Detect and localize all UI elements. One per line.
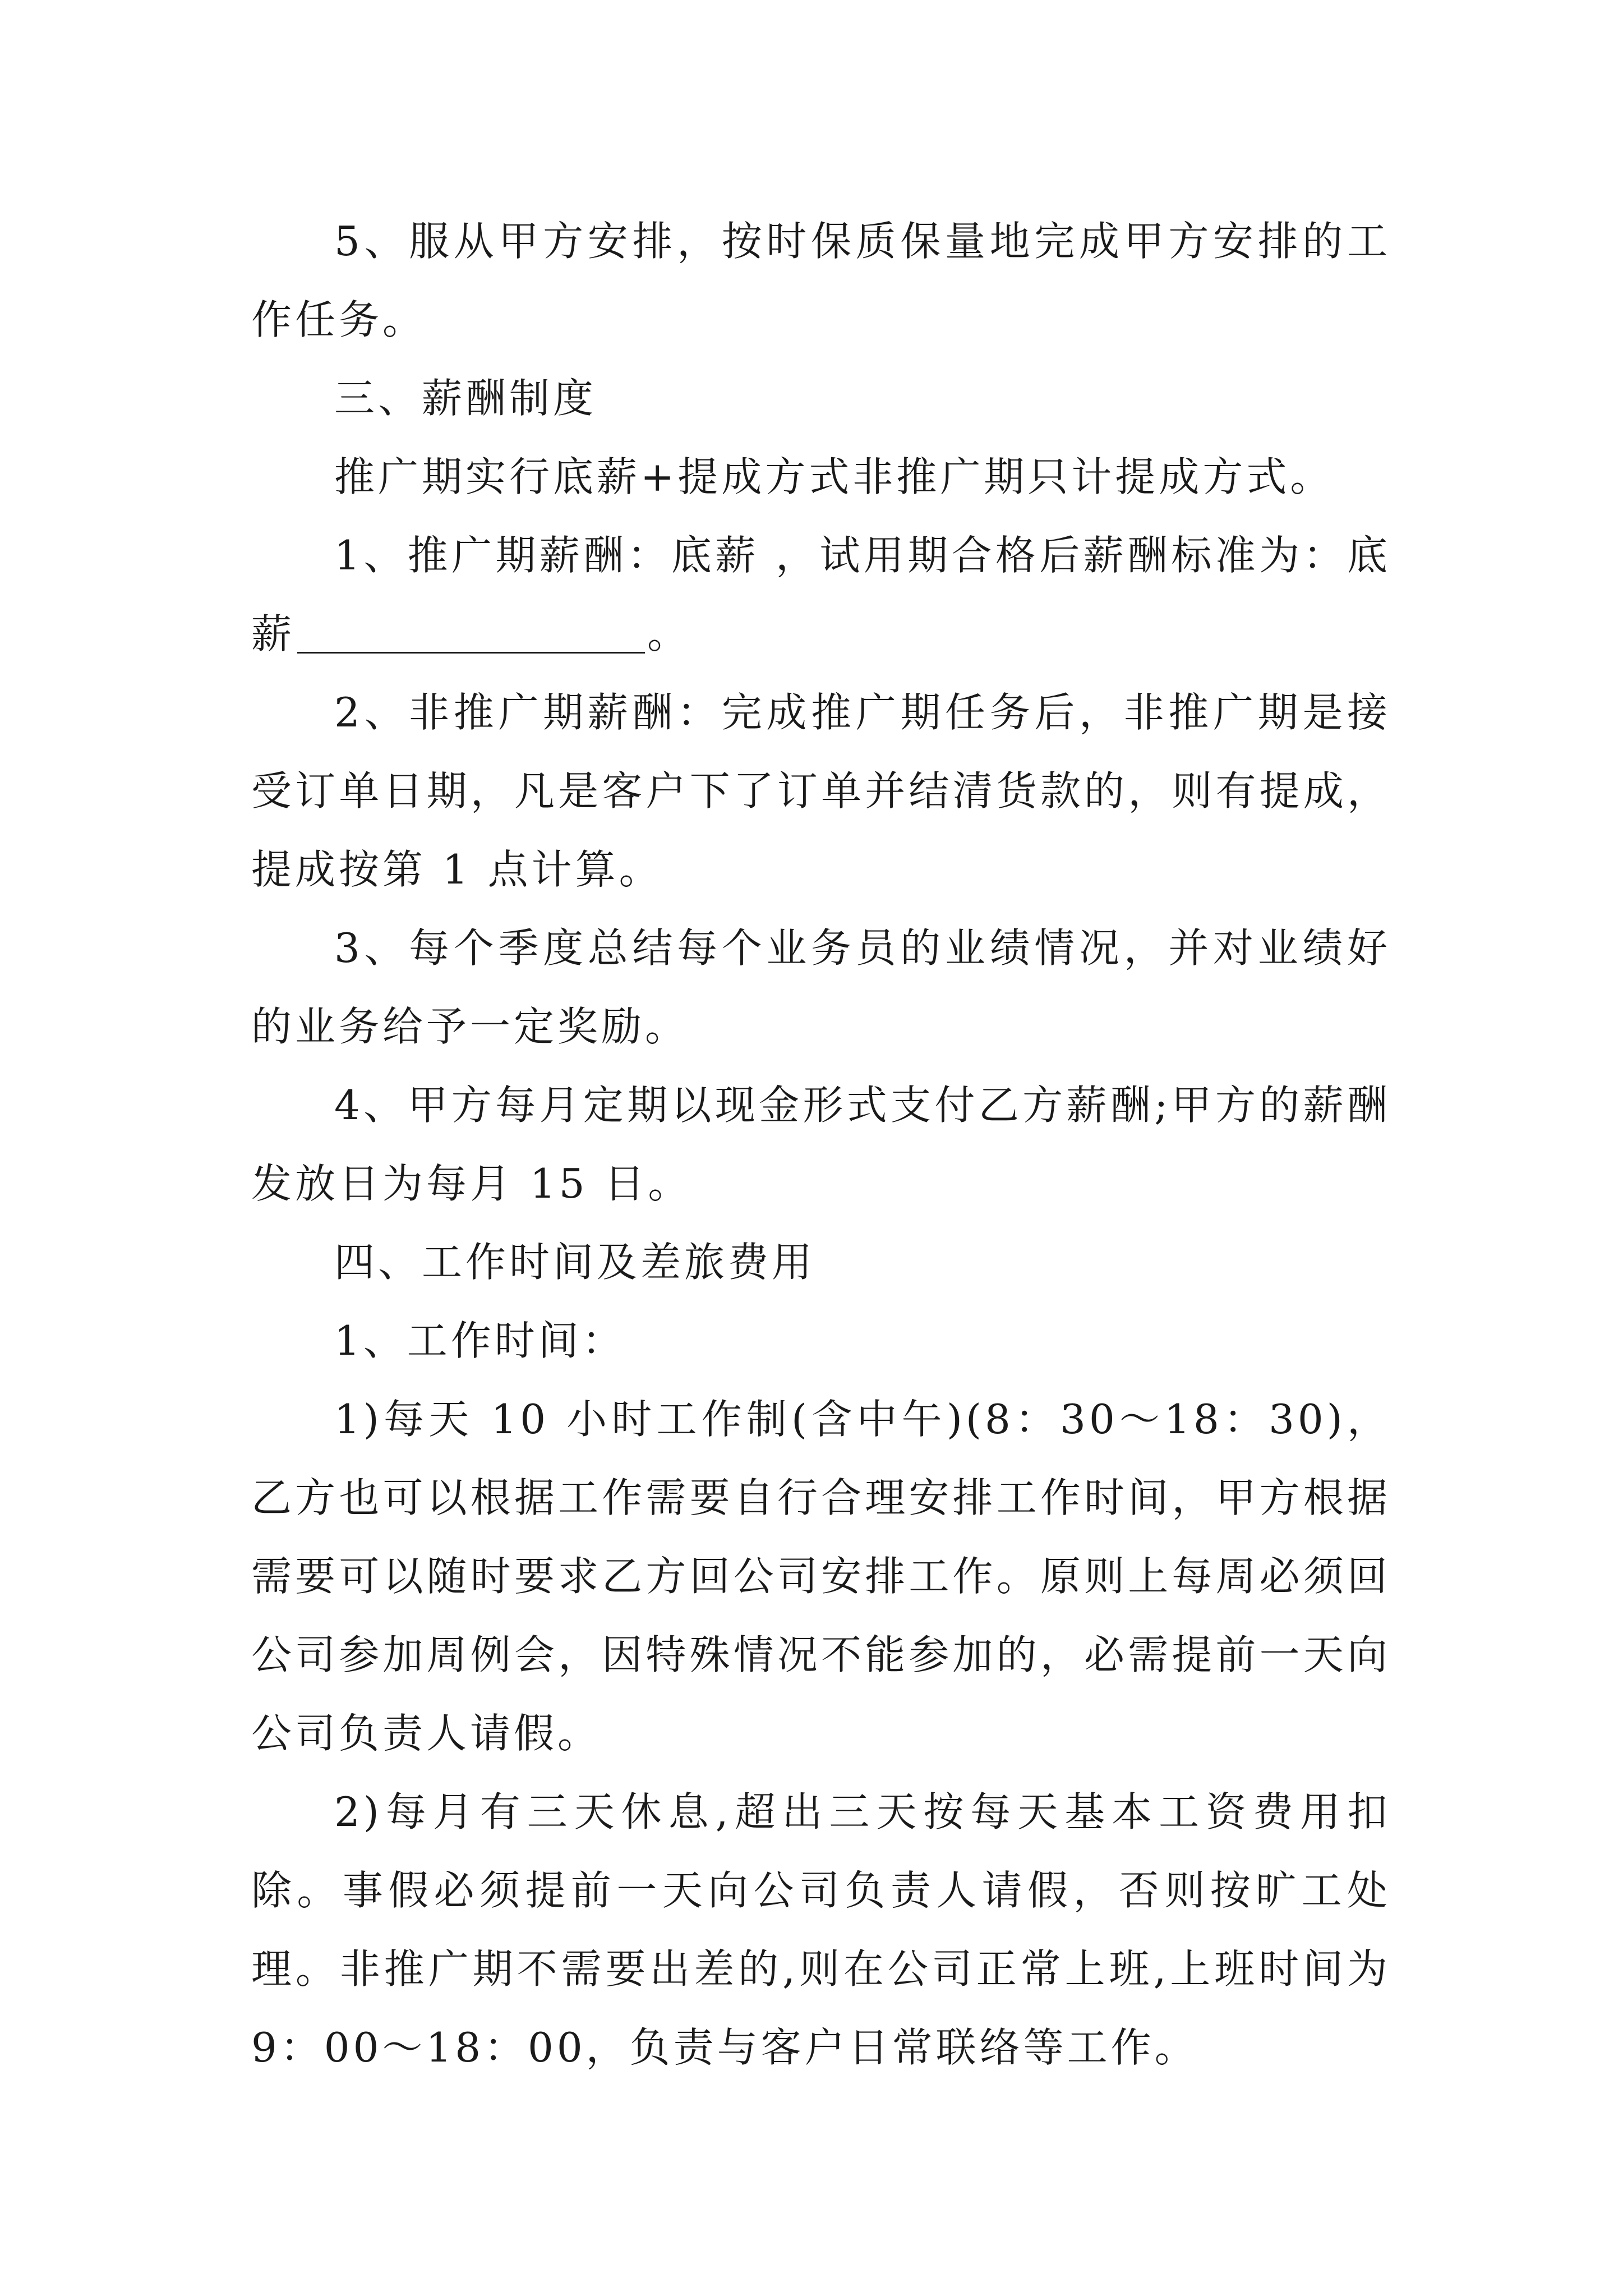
section-3-heading: 三、薪酬制度 [334,375,597,422]
salary-clause-1-end: 。 [647,610,691,657]
work-time-clause-1: 1)每天 10 小时工作制(含中午)(8：30～18：30)，乙方也可以根据工作需要自行合理安排工作时间，甲方根据需要可以随时要求乙方回公司安排工作。原则上每周必须回公司参加周例会，因特殊情况不能参加的，必需提前一天向公司负责人请假。 [251,1396,1391,1757]
clause-5-obey-arrangements: 5、服从甲方安排，按时保质保量地完成甲方安排的工作任务。 [251,218,1391,343]
salary-clause-1 [251,516,1391,673]
salary-method-paragraph: 推广期实行底薪+提成方式非推广期只计提成方式。 [334,453,1334,500]
work-time-subheading: 1、工作时间： [334,1317,626,1364]
section-4-heading: 四、工作时间及差旅费用 [334,1239,816,1286]
salary-clause-2: 2、非推广期薪酬：完成推广期任务后，非推广期是接受订单日期，凡是客户下了订单并结清货款的，则有提成，提成按第 1 点计算。 [251,689,1391,893]
salary-clause-1-text: 1、推广期薪酬：底薪 ，试用期合格后薪酬标准为：底薪 [251,532,1391,657]
fill-in-blank-line [297,651,645,654]
document-body [251,202,1391,2087]
salary-clause-4: 4、甲方每月定期以现金形式支付乙方薪酬;甲方的薪酬发放日为每月 15 日。 [251,1082,1391,1207]
work-time-clause-2: 2)每月有三天休息,超出三天按每天基本工资费用扣除。事假必须提前一天向公司负责人请假，否则按旷工处理。非推广期不需要出差的,则在公司正常上班,上班时间为9：00～18：00，负责与客户日常联络等工作。 [251,1788,1391,2071]
salary-clause-3: 3、每个季度总结每个业务员的业绩情况，并对业绩好的业务给予一定奖励。 [251,924,1391,1050]
